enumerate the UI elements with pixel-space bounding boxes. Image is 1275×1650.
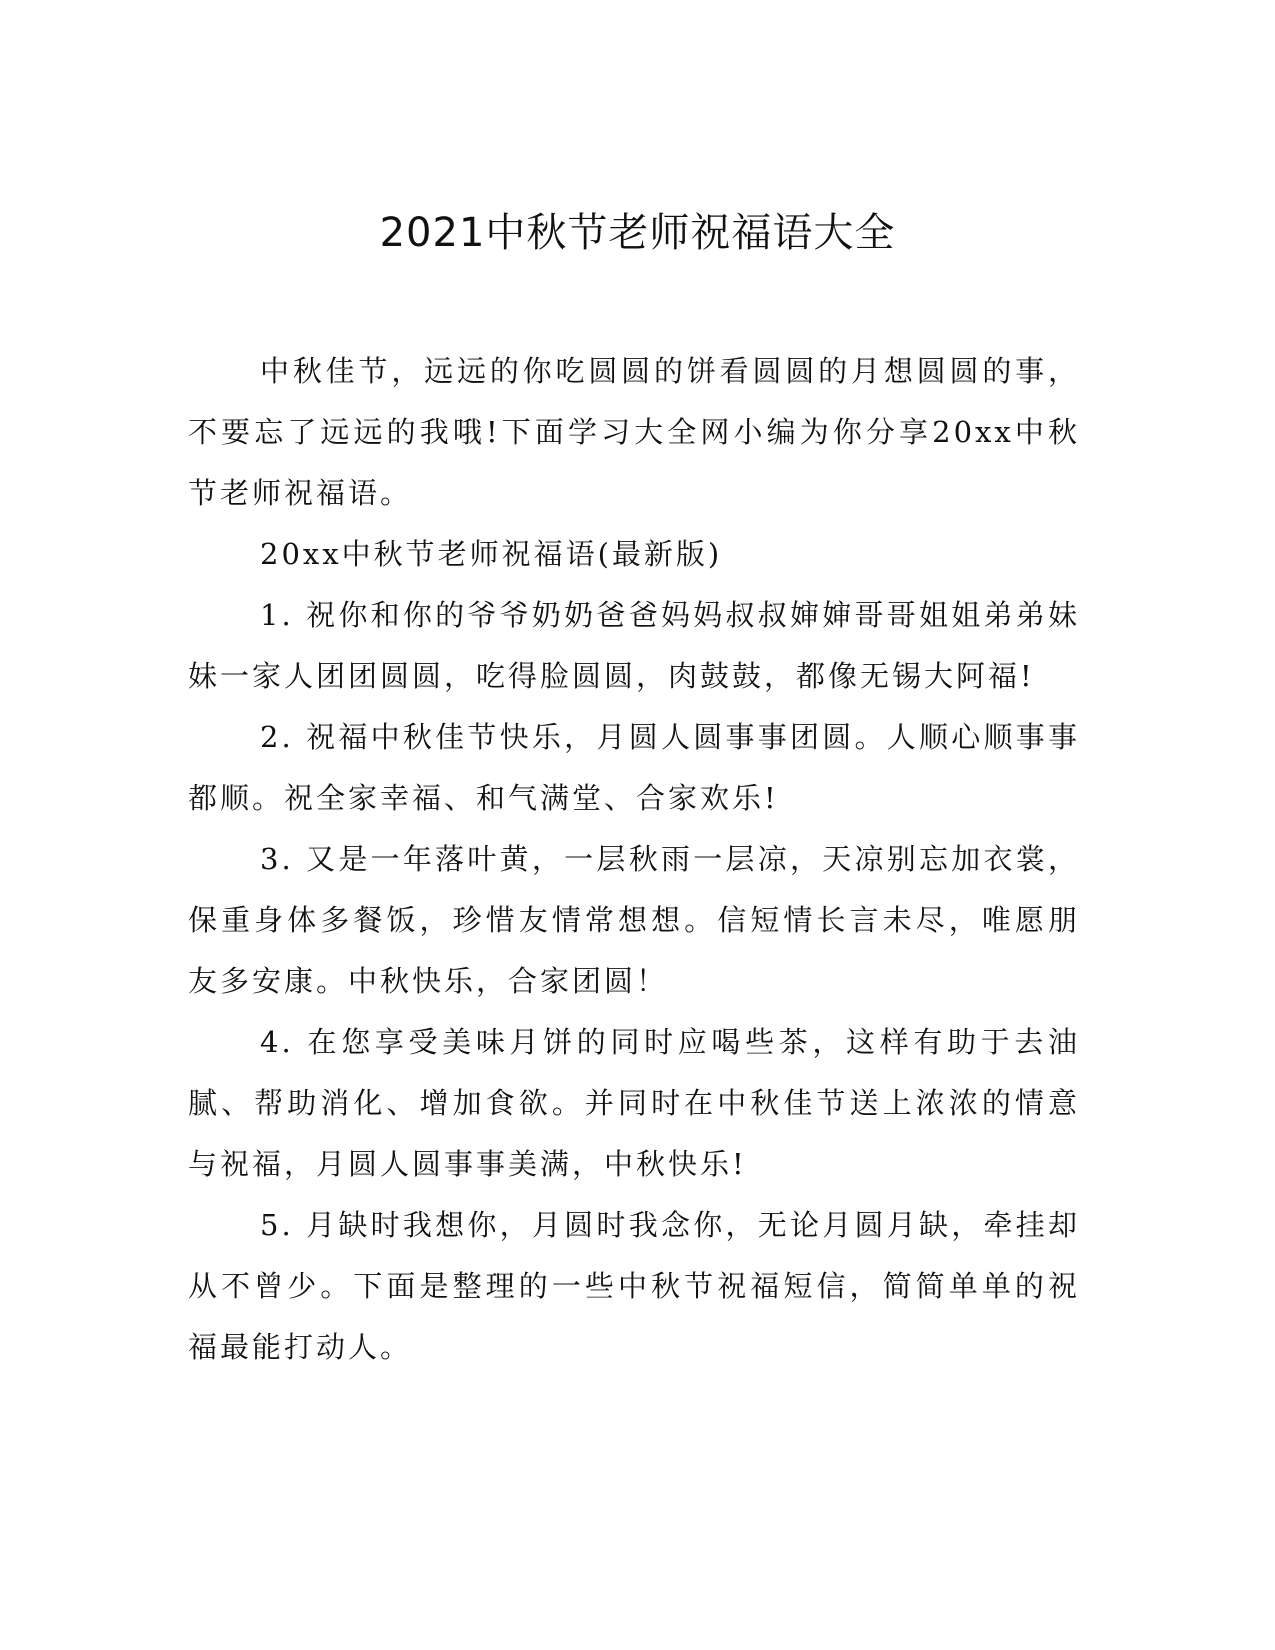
greeting-item-4: 4. 在您享受美味月饼的同时应喝些茶，这样有助于去油腻、帮助消化、增加食欲。并同时在中秋佳节送上浓浓的情意与祝福，月圆人圆事事美满，中秋快乐! xyxy=(188,1025,1080,1181)
greeting-item-1: 1. 祝你和你的爷爷奶奶爸爸妈妈叔叔婶婶哥哥姐姐弟弟妹妹一家人团团圆圆，吃得脸圆圆，肉鼓鼓，都像无锡大阿福! xyxy=(188,598,1080,693)
greeting-item-2: 2. 祝福中秋佳节快乐，月圆人圆事事团圆。人顺心顺事事都顺。祝全家幸福、和气满堂、合家欢乐! xyxy=(188,720,1080,815)
section-heading: 20xx中秋节老师祝福语(最新版) xyxy=(260,537,723,571)
greeting-item-5: 5. 月缺时我想你，月圆时我念你，无论月圆月缺，牵挂却从不曾少。下面是整理的一些中秋节祝福短信，简简单单的祝福最能打动人。 xyxy=(188,1208,1080,1364)
greeting-item-3: 3. 又是一年落叶黄，一层秋雨一层凉，天凉别忘加衣裳，保重身体多餐饭，珍惜友情常想想。信短情长言未尽，唯愿朋友多安康。中秋快乐，合家团圆！ xyxy=(188,842,1080,998)
document-title: 2021中秋节老师祝福语大全 xyxy=(379,210,896,256)
intro-paragraph: 中秋佳节，远远的你吃圆圆的饼看圆圆的月想圆圆的事，不要忘了远远的我哦!下面学习大全网小编为你分享20xx中秋节老师祝福语。 xyxy=(188,354,1080,510)
document-body xyxy=(188,341,1080,1378)
